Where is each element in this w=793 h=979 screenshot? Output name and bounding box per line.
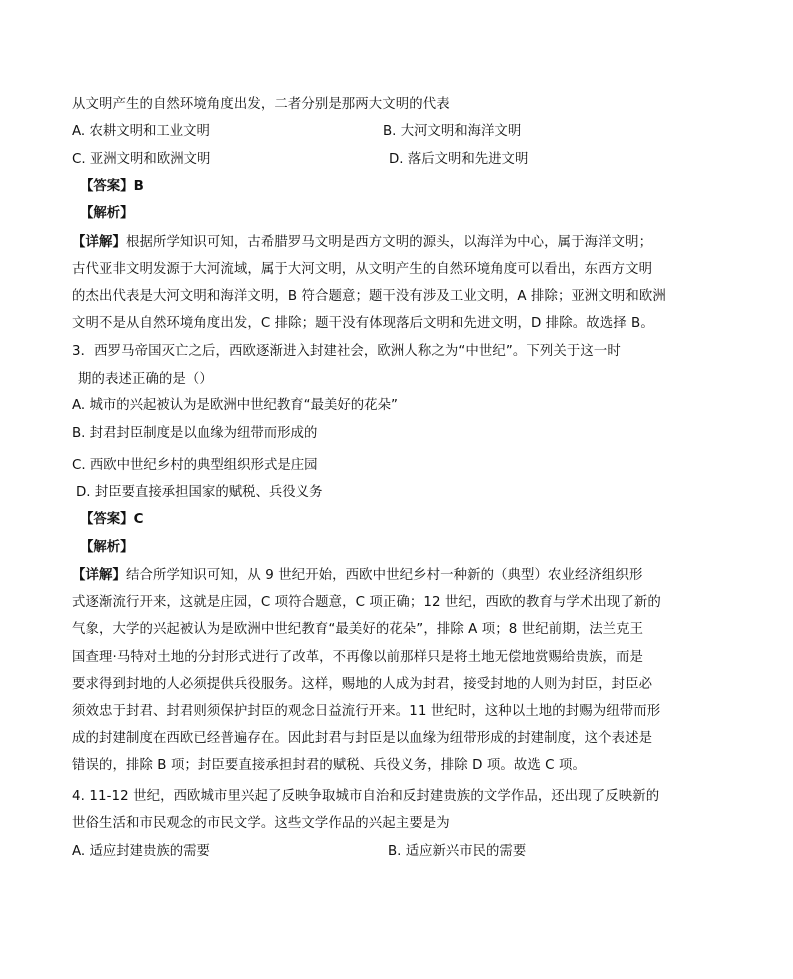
q3-option-b: B. 封君封臣制度是以血缘为纽带而形成的 — [72, 426, 318, 441]
q2-analysis-label: 【解析】 — [80, 206, 134, 221]
detail-text: 根据所学知识可知，古希腊罗马文明是西方文明的源头，以海洋为中心，属于海洋文明； — [125, 235, 653, 250]
q3-detail-line-8: 错误的，排除 B 项；封臣要直接承担封君的赋税、兵役义务，排除 D 项。故选 C 项。 — [72, 758, 586, 773]
q4-stem-line-1: 4. 11-12 世纪，西欧城市里兴起了反映争取城市自治和反封建贵族的文学作品，还出现了反映新的 — [72, 789, 660, 804]
q3-answer — [80, 511, 143, 529]
q4-stem-line-2: 世俗生活和市民观念的市民文学。这些文学作品的兴起主要是为 — [72, 816, 450, 831]
answer-value: B — [133, 179, 144, 194]
q4-option-b: B. 适应新兴市民的需要 — [388, 844, 527, 859]
detail-text: 结合所学知识可知，从 9 世纪开始，西欧中世纪乡村一种新的（典型）农业经济组织形 — [125, 568, 643, 583]
answer-label: 【答案】 — [80, 512, 134, 527]
q3-option-a: A. 城市的兴起被认为是欧洲中世纪教育“最美好的花朵” — [72, 398, 398, 413]
q4-option-a: A. 适应封建贵族的需要 — [72, 844, 210, 859]
q2-stem-tail: 从文明产生的自然环境角度出发，二者分别是那两大文明的代表 — [72, 97, 450, 112]
q2-option-c: C. 亚洲文明和欧洲文明 — [72, 152, 211, 167]
q3-option-d: D. 封臣要直接承担国家的赋税、兵役义务 — [76, 485, 323, 500]
q2-detail-line-3: 的杰出代表是大河文明和海洋文明，B 符合题意；题干没有涉及工业文明，A 排除；亚洲文明和欧洲 — [72, 289, 666, 304]
q3-detail-line-1 — [72, 567, 642, 585]
q3-detail-line-5: 要求得到封地的人必须提供兵役服务。这样，赐地的人成为封君，接受封地的人则为封臣，封臣必 — [72, 677, 653, 692]
detail-label: 【详解】 — [72, 235, 126, 250]
q2-option-b: B. 大河文明和海洋文明 — [383, 124, 522, 139]
q3-detail-line-6: 须效忠于封君、封君则须保护封臣的观念日益流行开来。11 世纪时，这种以土地的封赐为纽带而形 — [72, 704, 661, 719]
answer-label: 【答案】 — [80, 179, 134, 194]
q2-option-d: D. 落后文明和先进文明 — [389, 152, 529, 167]
q3-option-c: C. 西欧中世纪乡村的典型组织形式是庄园 — [72, 458, 318, 473]
detail-label: 【详解】 — [72, 568, 126, 583]
q3-detail-line-3: 气象，大学的兴起被认为是欧洲中世纪教育“最美好的花朵”，排除 A 项；8 世纪前期，法兰克王 — [72, 622, 644, 637]
q3-detail-line-2: 式逐渐流行开来，这就是庄园，C 项符合题意，C 项正确；12 世纪，西欧的教育与学术出现了新的 — [72, 595, 661, 610]
answer-value: C — [133, 512, 144, 527]
q3-analysis-label: 【解析】 — [80, 540, 134, 555]
q2-detail-line-4: 文明不是从自然环境角度出发，C 排除；题干没有体现落后文明和先进文明，D 排除。故选择 B。 — [72, 316, 654, 331]
q3-detail-line-4: 国查理·马特对土地的分封形式进行了改革，不再像以前那样只是将土地无偿地赏赐给贵族，而是 — [72, 650, 643, 665]
q3-stem-line-2: 期的表述正确的是（） — [78, 372, 213, 387]
q2-option-a: A. 农耕文明和工业文明 — [72, 124, 210, 139]
q3-detail-line-7: 成的封建制度在西欧已经普遍存在。因此封君与封臣是以血缘为纽带形成的封建制度，这个表述是 — [72, 731, 653, 746]
q2-detail-line-1 — [72, 234, 652, 252]
q2-answer — [80, 178, 144, 196]
q2-detail-line-2: 古代亚非文明发源于大河流域，属于大河文明，从文明产生的自然环境角度可以看出，东西方文明 — [72, 262, 653, 277]
q3-stem-line-1: 3．西罗马帝国灭亡之后，西欧逐渐进入封建社会，欧洲人称之为“中世纪”。下列关于这一时 — [72, 344, 621, 359]
